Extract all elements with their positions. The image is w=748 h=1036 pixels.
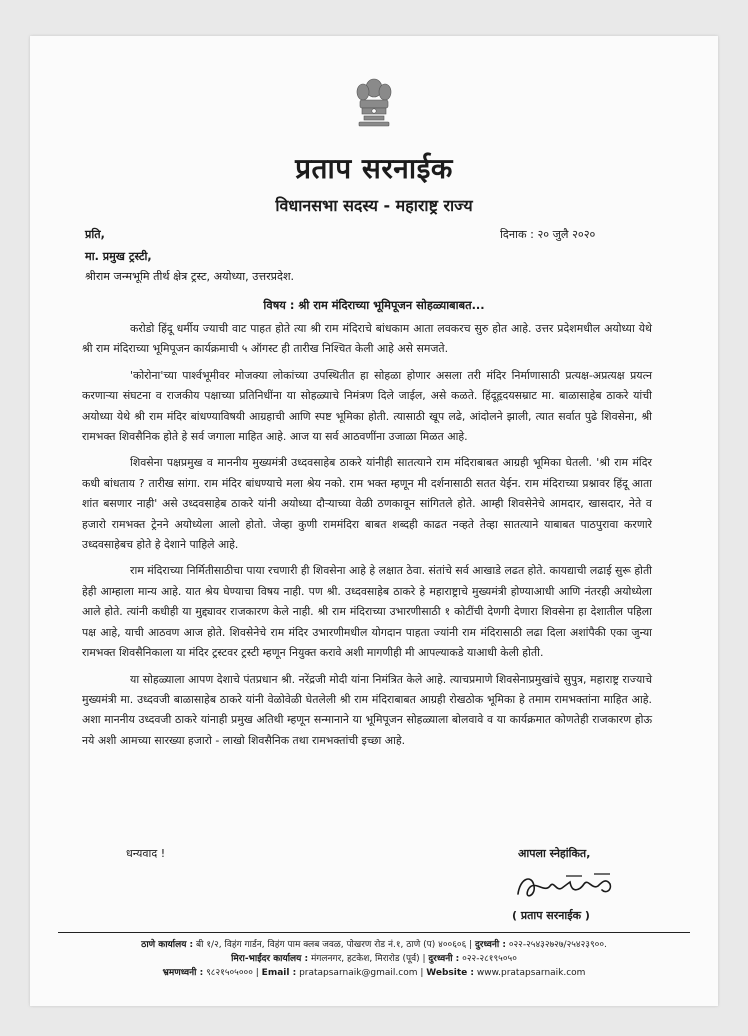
email-link[interactable]: pratapsarnaik@gmail.com xyxy=(299,968,418,978)
state-emblem-icon xyxy=(352,74,396,134)
letter-page xyxy=(30,36,718,1006)
email-label: Email : xyxy=(261,968,297,978)
thane-office-address: बी १/२, विहंग गार्डन, विहंग पाम क्लब जवळ, पोखरण रोड नं.१, ठाणे (प) ४००६०६ | xyxy=(196,940,473,950)
footer-mira-line xyxy=(30,953,718,965)
body-paragraph: या सोहळ्याला आपण देशाचे पंतप्रधान श्री. नरेंद्रजी मोदी यांना निमंत्रित केले आहे. त्याचप्रमाणे शिवसेनाप्रमुखांचे सुपुत्र, महाराष्ट्र राज्याचे मुख्यमंत्री मा. उध्दवजी बाळासाहेब ठाकरे यांनी वेळोवेळी घेतलेली श्री राम मंदिराबाबत आग्रही रोखठोक भूमिका हे तमाम रामभक्तांना माहित आहे. अशा माननीय उध्दवजी ठाकरे यांनाही प्रमुख अतिथी म्हणून सन्मानाने या भूमिपूजन सोहळ्याला बोलवावे व या कार्यक्रमात कोणतेही राजकारण होऊ नये अशी आमच्या सारख्या हजारो - लाखो शिवसैनिक तथा रामभक्तांची इच्छा आहे. xyxy=(82,672,652,747)
regards-text: आपला स्नेहांकित, xyxy=(518,847,591,860)
mira-office-label: मिरा-भाईंदर कार्यालय : xyxy=(231,954,309,964)
thanks-text: धन्यवाद ! xyxy=(126,847,166,860)
footer-thane-line xyxy=(30,939,718,951)
date-line xyxy=(500,224,595,245)
sender-name: प्रताप सरनाईक xyxy=(295,152,453,185)
signature-icon xyxy=(510,864,620,908)
mobile-label: भ्रमणध्वनी : xyxy=(162,968,204,978)
signer-name: ( प्रताप सरनाईक ) xyxy=(512,909,590,922)
recipient-name: मा. प्रमुख ट्रस्टी, xyxy=(85,250,152,263)
letter-body xyxy=(82,319,652,757)
body-paragraph: 'कोरोना'च्या पार्श्वभूमीवर मोजक्या लोकांच्या उपस्थितीत हा सोहळा होणार असला तरी मंदिर निर्माणासाठी प्रत्यक्ष-अप्रत्यक्ष प्रयत्न करणाऱ्या संघटना व राजकीय पक्षाच्या प्रतिनिधींना या सोहळ्याचे निमंत्रण दिले जाईल, असे कळते. हिंदूहृदयसम्राट मा. बाळासाहेब ठाकरे यांची अयोध्या येथे श्री राम मंदिर बांधण्याविषयी आग्रहाची आणि स्पष्ट भूमिका होती. त्यासाठी खूप लढे, आंदोलने झाली, त्यात सर्वात पुढे शिवसेना, श्री रामभक्त शिवसैनिक होते हे सर्व जगाला माहित आहे. आज या सर्व आठवणींना उजाळा मिळत आहे. xyxy=(82,368,652,444)
website-link[interactable]: www.pratapsarnaik.com xyxy=(476,968,586,978)
mobile-number: ९८२१५०५००० xyxy=(206,968,253,978)
thane-phone: ०२२-२५४३२७२७/२५४२३९००. xyxy=(508,940,607,950)
letter-subject: विषय : श्री राम मंदिराच्या भूमिपूजन सोहळ्याबाबत... xyxy=(263,298,485,312)
body-paragraph: शिवसेना पक्षप्रमुख व माननीय मुख्यमंत्री उध्दवसाहेब ठाकरे यांनीही सातत्याने राम मंदिराबाबत आग्रही भूमिका घेतली. 'श्री राम मंदिर कधी बांधताय ? तारीख सांगा. राम मंदिर बांधण्याचे मला श्रेय नको. राम भक्त म्हणून मी दर्शनासाठी सतत येईन. राम मंदिराच्या प्रश्नावर हिंदू आता शांत बसणार नाही' असे उध्दवसाहेब ठाकरे यांनी अयोध्या दौऱ्याच्या वेळी ठणकावून सांगितले होते. आम्ही शिवसेनेचे आमदार, खासदार, नेते व हजारो रामभक्त ट्रेनने अयोध्येला आलो होतो. जेव्हा कुणी राममंदिरा बाबत शब्दही काढत नव्हते तेव्हा सातत्याने याबाबत पाठपुरावा करणारे उध्दवसाहेबच होते हे देशाने पाहिले आहे. xyxy=(82,456,652,552)
date-label: दिनाक : xyxy=(500,228,534,241)
mira-office-address: मंगलनगर, हटकेश, मिरारोड (पूर्व) | xyxy=(310,954,426,964)
website-label: Website : xyxy=(426,968,475,978)
thane-office-label: ठाणे कार्यालय : xyxy=(141,940,194,950)
body-paragraph: करोडो हिंदू धर्मीय ज्याची वाट पाहत होते त्या श्री राम मंदिराचे बांधकाम आता लवकरच सुरु होत आहे. उत्तर प्रदेशमधील अयोध्या येथे श्री राम मंदिराच्या भूमिपूजन कार्यक्रमाची ५ ऑगस्ट ही तारीख निश्चित केली आहे असे समजते. xyxy=(82,322,652,356)
recipient-address: श्रीराम जन्मभूमि तीर्थ क्षेत्र ट्रस्ट, अयोध्या, उत्तरप्रदेश. xyxy=(85,270,295,283)
recipient-salutation: प्रति, xyxy=(85,228,105,241)
thane-phone-label: दुरध्वनी : xyxy=(475,940,506,950)
footer-divider xyxy=(58,932,690,933)
date-value: २० जुलै २०२० xyxy=(537,228,596,241)
footer-contact-line: भ्रमणध्वनी : ९८२१५०५००० | Email : pratapsarnaik@gmail.com | Website : www.pratapsarnaik.com xyxy=(162,968,586,978)
body-paragraph: राम मंदिराच्या निर्मितीसाठीचा पाया रचणारी ही शिवसेना आहे हे लक्षात ठेवा. संतांचे सर्व आखाडे लढत होते. कायद्याची लढाई सुरू होती हेही आम्हाला मान्य आहे. यात श्रेय घेण्याचा विषय नाही. पण श्री. उध्दवसाहेब ठाकरे हे महाराष्ट्राचे मुख्यमंत्री होण्याआधी आणि नंतरही अयोध्येला आले होते. त्यांनी कधीही या मुद्द्यावर राजकारण केले नाही. श्री राम मंदिराच्या उभारणीसाठी १ कोटींची देणगी देणारा शिवसेना हा देशातील पहिला पक्ष आहे, याची आठवण आज होते. शिवसेनेचे राम मंदिर उभारणीमधील योगदान पाहता ज्यांनी राम मंदिरासाठी लढा दिला अशांपैकी एका जुन्या रामभक्त शिवसैनिकाला या मंदिर ट्रस्टवर ट्रस्टी म्हणून नियुक्त करावे अशी मागणीही मी आपल्याकडे याआधी केली होती. xyxy=(82,564,652,660)
mira-phone: ०२२-२८१९५०५० xyxy=(462,954,517,964)
sender-designation: विधानसभा सदस्य - महाराष्ट्र राज्य xyxy=(275,196,473,215)
mira-phone-label: दुरध्वनी : xyxy=(428,954,460,964)
